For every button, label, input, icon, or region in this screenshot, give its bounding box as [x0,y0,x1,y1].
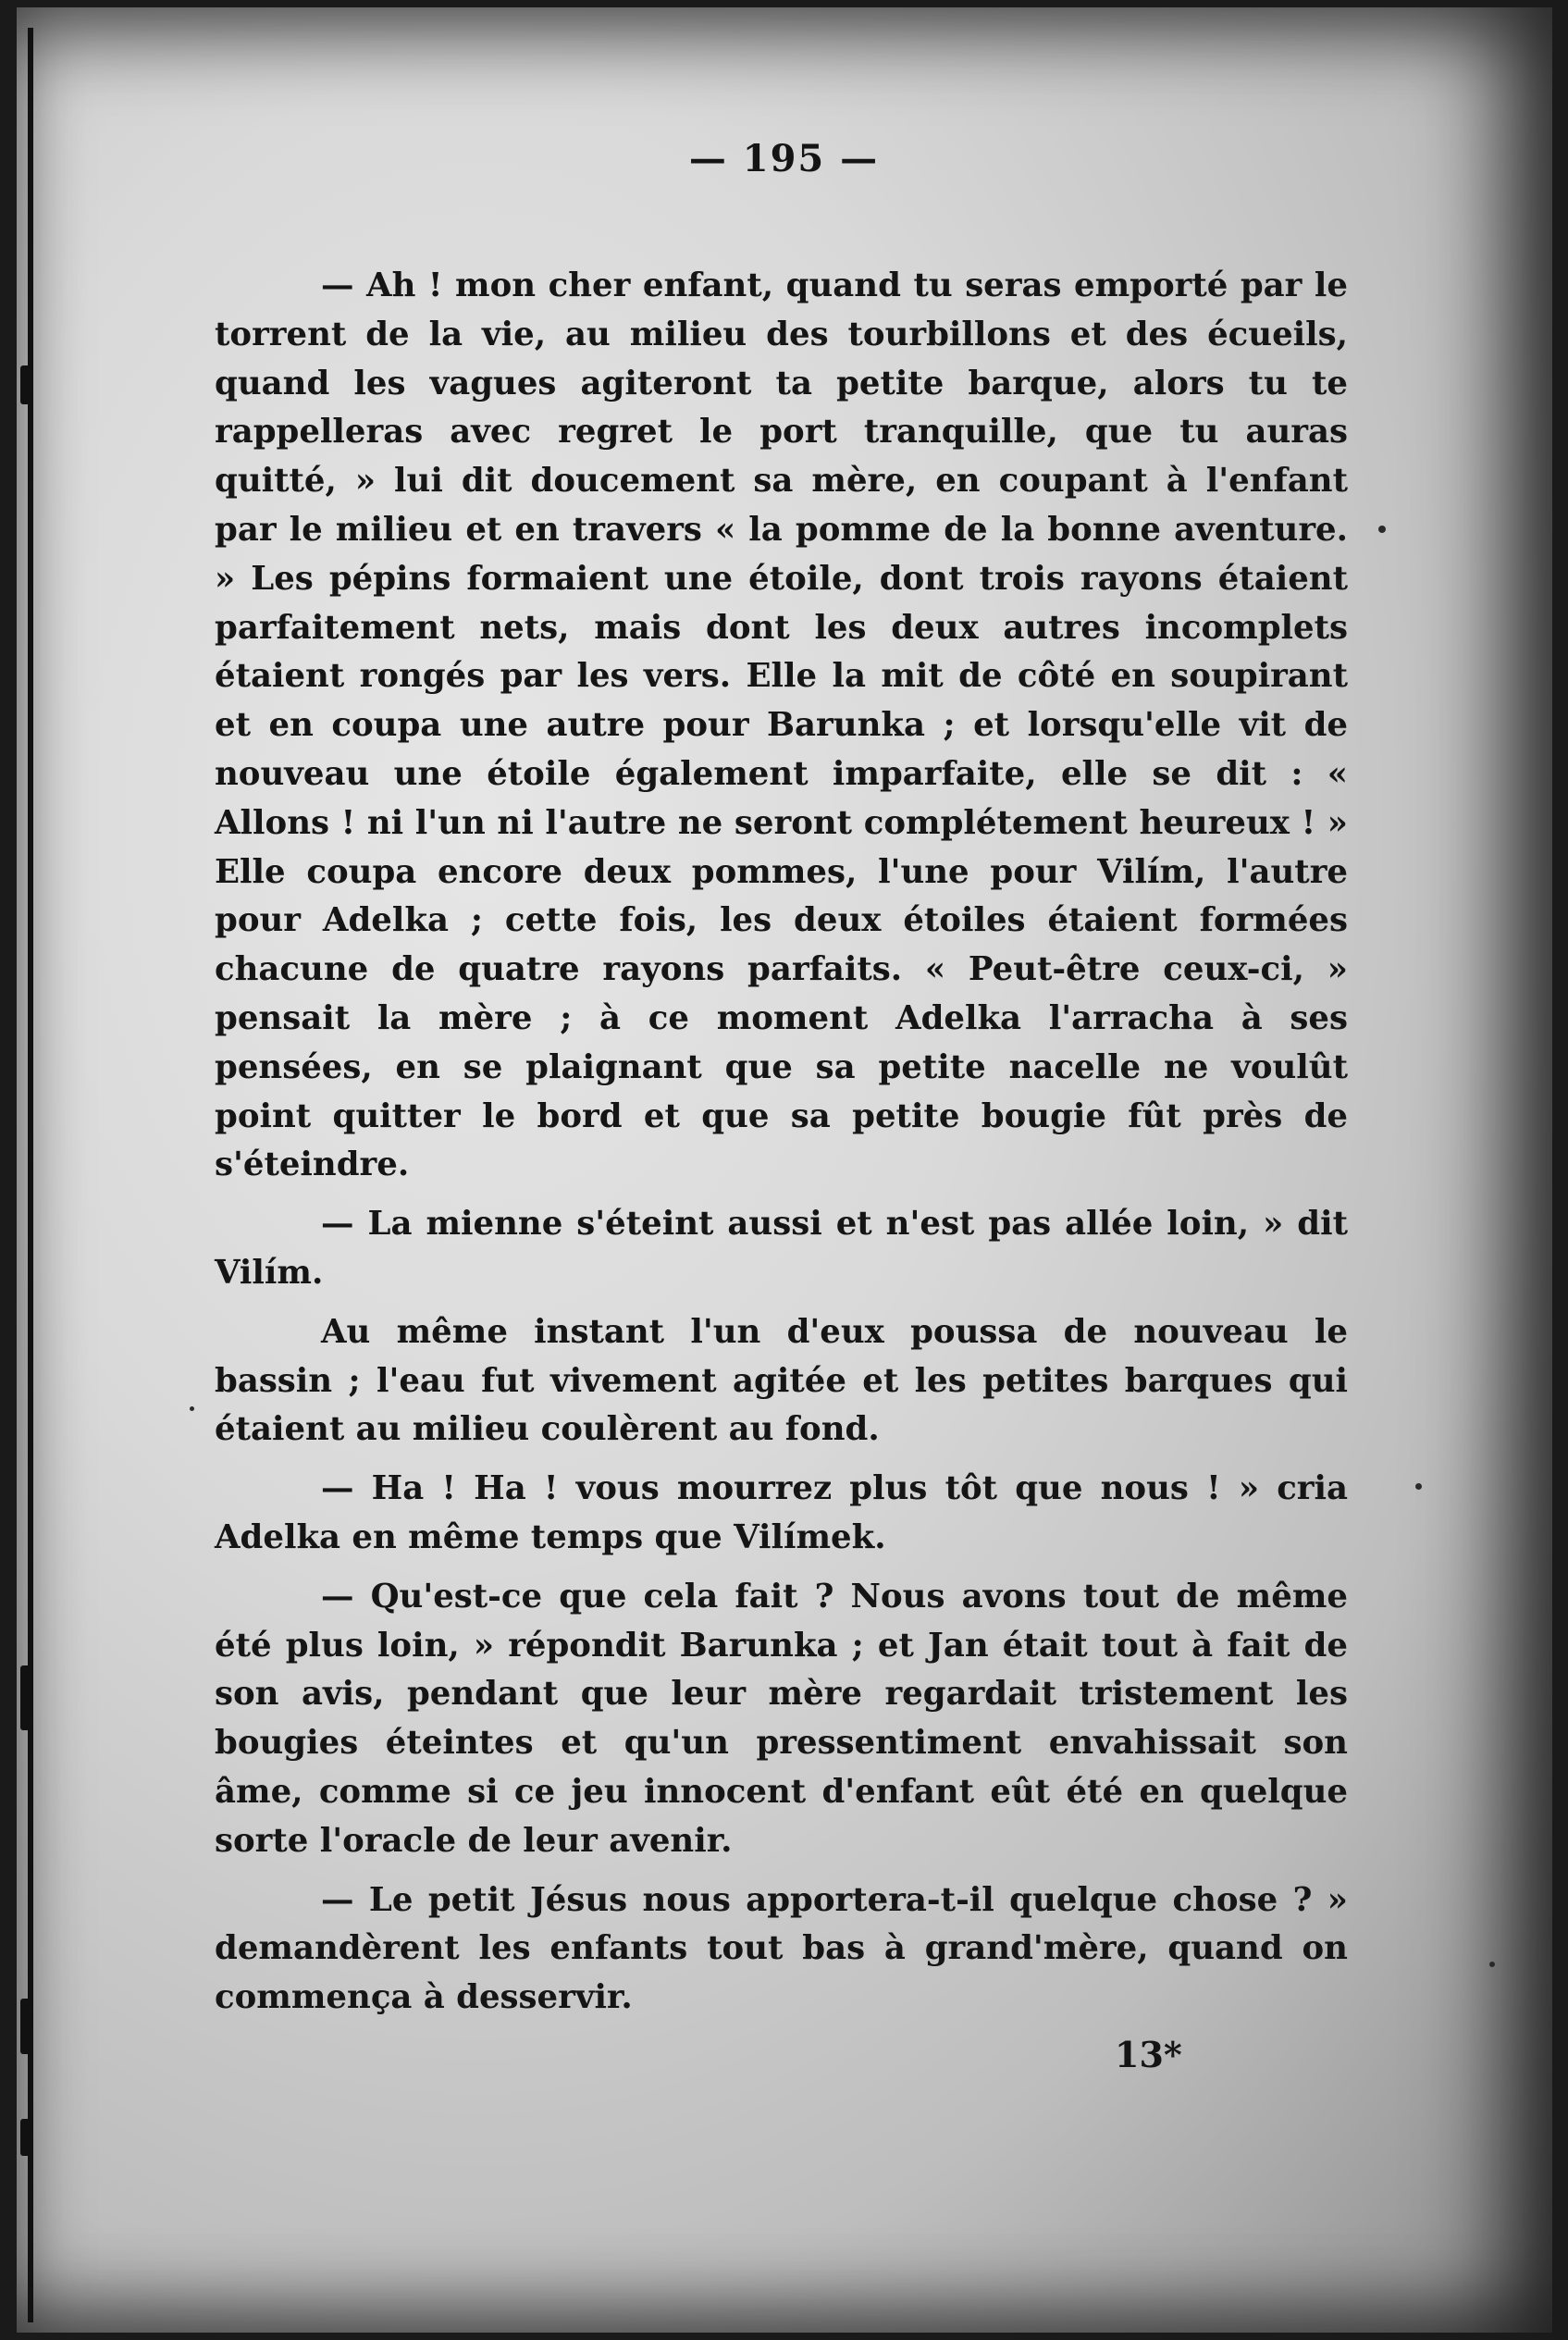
signature-mark: 13* [1115,2034,1182,2075]
paragraph: — La mienne s'éteint aussi et n'est pas allée loin, » dit Vilím. [215,1205,1348,1292]
body-text [215,262,1348,2033]
scan-speck [190,1406,194,1411]
paragraph: — Ha ! Ha ! vous mourrez plus tôt que nous ! » cria Adelka en même temps que Vilímek. [215,1469,1348,1556]
binding-mark [20,365,33,404]
binding-mark [20,2119,33,2156]
scan-speck [1489,1962,1495,1967]
paragraph: — Qu'est-ce que cela fait ? Nous avons tout de même été plus loin, » répondit Barunka ; et Jan était tout à fait de son avis, pendant que leur mère regardait tristement les bougies éteintes et qu'un pressentiment envahissait son âme, comme si ce jeu innocent d'enfant eût été en quelque sorte l'oracle de leur avenir. [215,1577,1348,1860]
binding-mark [20,1665,33,1730]
binding-mark [20,1999,33,2054]
scan-speck [1378,526,1386,533]
page-number: — 195 — [688,137,880,180]
paragraph: — Ah ! mon cher enfant, quand tu seras emporté par le torrent de la vie, au milieu des tourbillons et des écueils, quand les vagues agiteront ta petite barque, alors tu te rappelleras avec regret le port tranquille, que tu auras quitté, » lui dit doucement sa mère, en coupant à l'enfant par le milieu et en travers « la pomme de la bonne aventure. » Les pépins formaient une étoile, dont trois rayons étaient parfaitement nets, mais dont les deux autres incomplets étaient rongés par les vers. Elle la mit de côté en soupirant et en coupa une autre pour Barunka ; et lorsqu'elle vit de nouveau une étoile également imparfaite, elle se dit : « Allons ! ni l'un ni l'autre ne seront complétement heureux ! » Elle coupa encore deux pommes, l'une pour Vilím, l'autre pour Adelka ; cette fois, les deux étoiles étaient formées chacune de quatre rayons parfaits. « Peut-être ceux-ci, » pensait la mère ; à ce moment Adelka l'arracha à ses pensées, en se plaignant que sa petite nacelle ne voulût point quitter le bord et que sa petite bougie fût près de s'éteindre. [215,266,1348,1184]
paragraph: — Le petit Jésus nous apportera-t-il quelque chose ? » demandèrent les enfants tout bas à grand'mère, quand on commença à desservir. [215,1880,1348,2017]
paragraph: Au même instant l'un d'eux poussa de nouveau le bassin ; l'eau fut vivement agitée et les petites barques qui étaient au milieu coulèrent au fond. [215,1312,1348,1449]
scan-speck [1415,1483,1422,1490]
